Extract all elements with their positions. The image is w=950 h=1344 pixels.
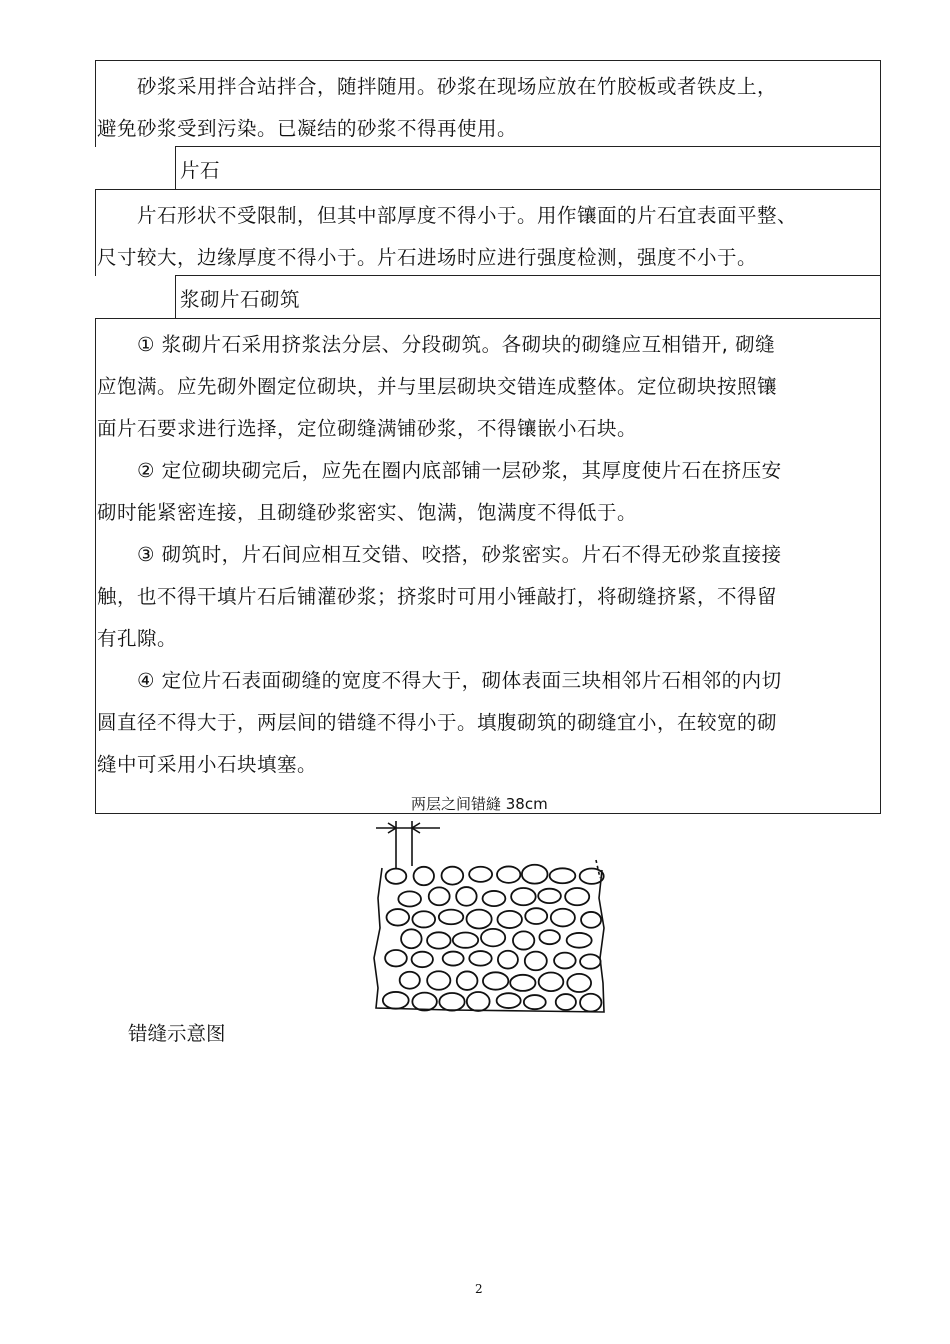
stone [469, 867, 492, 882]
figure-caption: 错缝示意图 [128, 1022, 226, 1045]
masonry-line-10: 圆直径不得大于，两层间的错缝不得小于。填腹砌筑的砌缝宜小，在较宽的砌 [97, 711, 778, 734]
stone [456, 887, 476, 906]
stone [439, 910, 463, 925]
stone [567, 974, 591, 992]
stone [385, 950, 407, 966]
stone [467, 992, 490, 1011]
stone [538, 889, 561, 903]
stone [442, 867, 464, 885]
stone [525, 908, 547, 924]
stone [427, 971, 450, 990]
stone [401, 929, 422, 948]
stone-pattern [383, 865, 604, 1012]
mortar-line-1: 砂浆采用拌合站拌合，随拌随用。砂浆在现场应放在竹胶板或者铁皮上， [97, 75, 778, 98]
mortar-line-2: 避免砂浆受到污染。已凝结的砂浆不得再使用。 [97, 117, 518, 140]
stone [453, 933, 478, 948]
stone [427, 932, 451, 948]
stone [539, 930, 559, 944]
masonry-line-2: 应饱满。应先砌外圈定位砌块，并与里层砌块交错连成整体。定位砌块按照镶 [97, 375, 778, 398]
masonry-line-9: ④ 定位片石表面砌缝的宽度不得大于，砌体表面三块相邻片石相邻的内切 [97, 669, 782, 692]
stone [539, 973, 564, 992]
stagger-joint-diagram [360, 818, 620, 1018]
stone [469, 951, 491, 966]
stone [550, 868, 576, 883]
stone [467, 910, 492, 929]
stone-line-1: 片石形状不受限制，但其中部厚度不得小于。用作镶面的片石宜表面平整、 [97, 204, 798, 227]
stone [551, 909, 575, 927]
stone [483, 972, 508, 989]
stone [386, 869, 407, 884]
stone [497, 911, 521, 928]
stone [498, 951, 518, 969]
stone [565, 888, 589, 905]
stone [513, 931, 534, 949]
masonry-line-1: ① 浆砌片石采用挤浆法分层、分段砌筑。各砌块的砌缝应互相错开, 砌缝 [97, 333, 776, 356]
stone [398, 891, 421, 906]
stone [481, 929, 505, 946]
stone-line-2: 尺寸较大，边缘厚度不得小于。片石进场时应进行强度检测，强度不小于。 [97, 246, 758, 269]
stone [556, 994, 576, 1010]
stone [497, 866, 520, 882]
stone [443, 952, 464, 966]
masonry-line-4: ② 定位砌块砌完后，应先在圈内底部铺一层砂浆，其厚度使片石在挤压安 [97, 459, 782, 482]
stone [580, 994, 601, 1012]
document-table [95, 60, 881, 814]
stone [400, 972, 420, 989]
page-number: 2 [475, 1282, 483, 1296]
stone [581, 912, 601, 928]
masonry-line-7: 触，也不得干填片石后铺灌砂浆；挤浆时可用小锤敲打，将砌缝挤紧，不得留 [97, 585, 778, 608]
masonry-line-3: 面片石要求进行选择，定位砌缝满铺砂浆，不得镶嵌小石块。 [97, 417, 638, 440]
masonry-line-8: 有孔隙。 [97, 627, 178, 650]
stone [497, 993, 521, 1008]
stone-heading-cell [175, 146, 881, 190]
stone [580, 868, 604, 883]
masonry-line-5: 砌时能紧密连接，且砌缝砂浆密实、饱满，饱满度不得低于。 [97, 501, 638, 524]
stone [522, 865, 548, 884]
stone [580, 954, 600, 968]
stone [412, 952, 433, 967]
stone [483, 891, 506, 906]
stone [567, 933, 592, 948]
stone [510, 975, 535, 991]
figure-annotation: 两层之间错縫 38cm [411, 795, 548, 813]
stone [429, 887, 450, 905]
stone [524, 995, 546, 1009]
masonry-heading: 浆砌片石砌筑 [180, 288, 301, 311]
stone [457, 971, 478, 989]
stone-heading: 片石 [180, 159, 221, 182]
stone [439, 993, 464, 1011]
stone [412, 911, 435, 927]
masonry-line-11: 缝中可采用小石块填塞。 [97, 753, 318, 776]
stone [554, 953, 576, 969]
masonry-line-6: ③ 砌筑时，片石间应相互交错、咬搭，砂浆密实。片石不得无砂浆直接接 [97, 543, 782, 566]
stone [383, 992, 409, 1009]
stone [414, 867, 434, 885]
stone [511, 888, 536, 905]
stone [412, 993, 437, 1011]
stone [525, 952, 547, 971]
stone [387, 909, 410, 925]
